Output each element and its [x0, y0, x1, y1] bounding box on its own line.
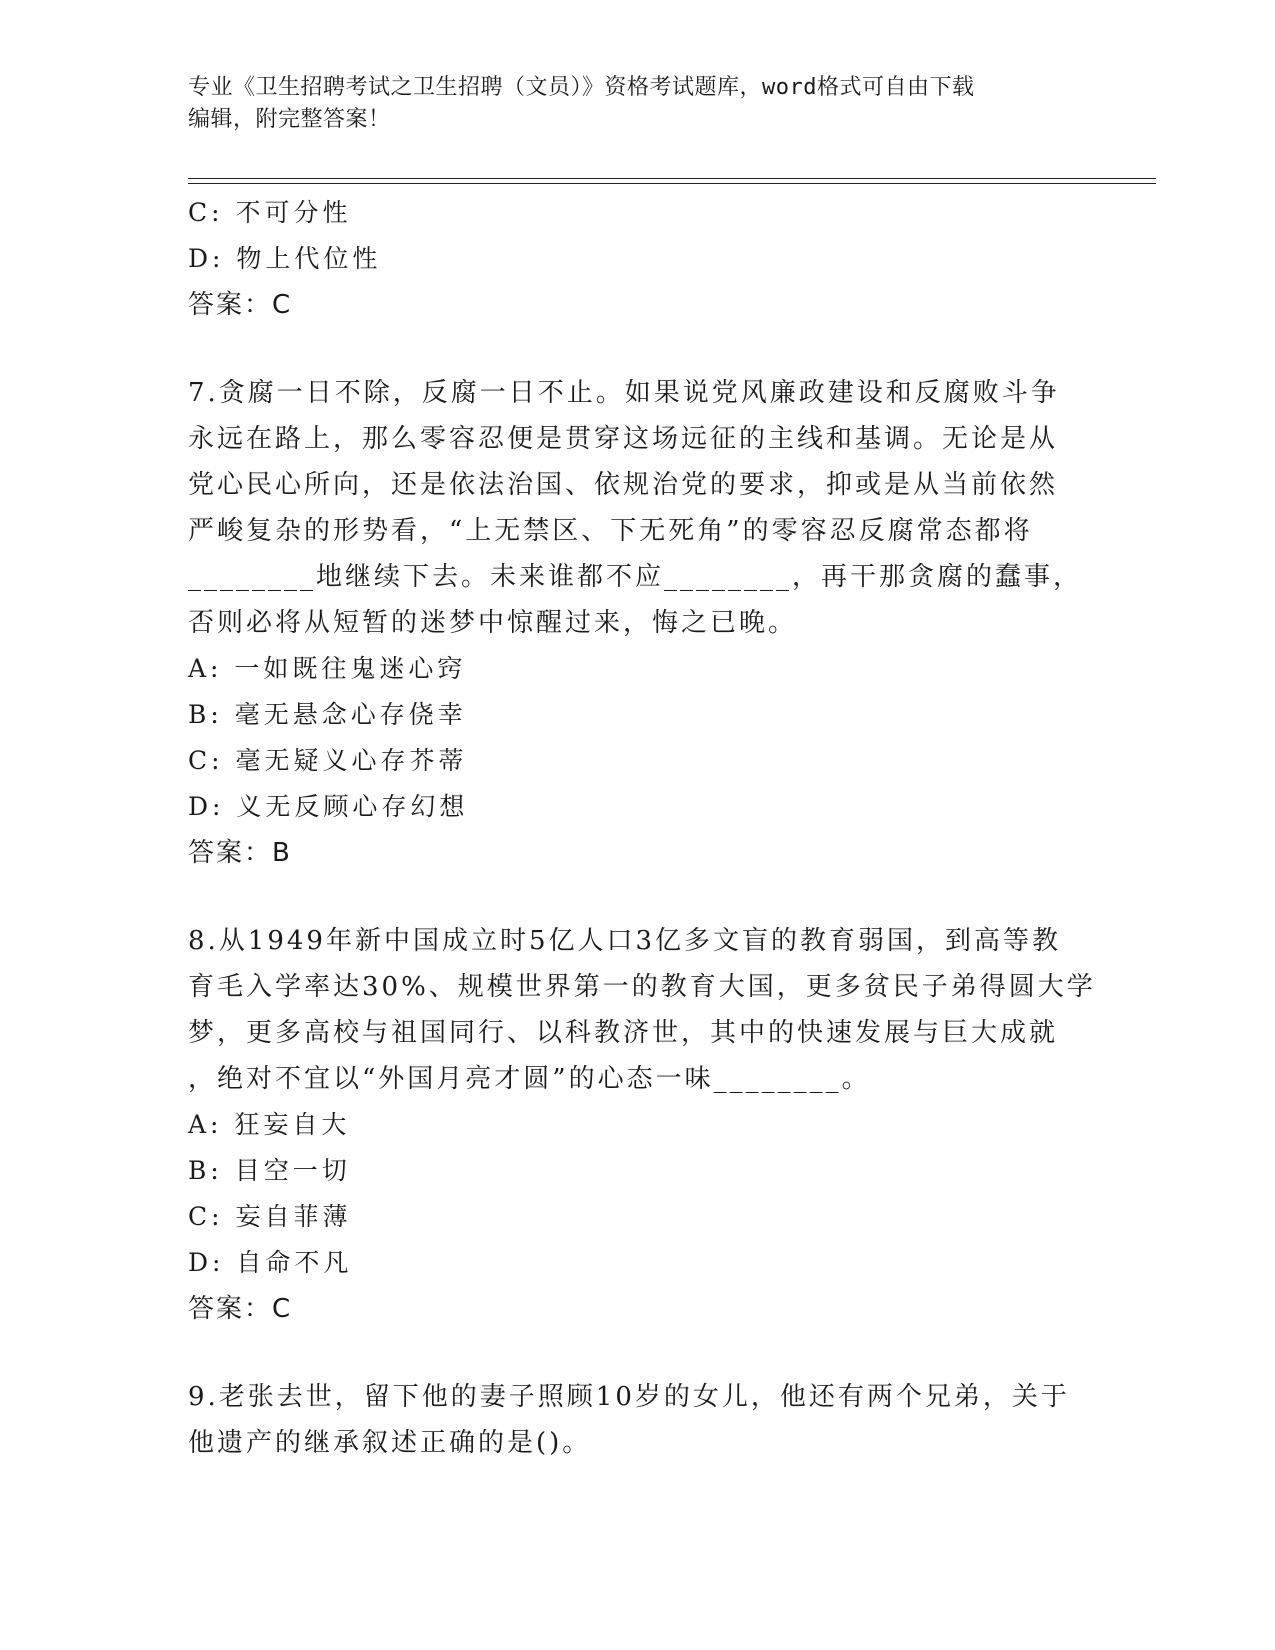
- question-text-line: 7.贪腐一日不除，反腐一日不止。如果说党风廉政建设和反腐败斗争: [188, 378, 1060, 408]
- question-9: [188, 1374, 1088, 1466]
- question-text-line: 梦，更多高校与祖国同行、以科教济世，其中的快速发展与巨大成就: [188, 1018, 1059, 1048]
- question-text-line: 8.从1949年新中国成立时5亿人口3亿多文盲的教育弱国，到高等教: [188, 926, 1062, 956]
- option-a: A: 一如既往鬼迷心窍: [188, 654, 467, 683]
- question-text-line: ________地继续下去。未来谁都不应________，再干那贪腐的蠢事，: [188, 562, 1083, 592]
- option-b: B: 毫无悬念心存侥幸: [188, 700, 467, 729]
- question-text-line: 党心民心所向，还是依法治国、依规治党的要求，抑或是从当前依然: [188, 470, 1059, 500]
- option-a: A: 狂妄自大: [188, 1110, 351, 1139]
- header-divider-top: [188, 178, 1156, 179]
- question-text-line: 育毛入学率达30%、规模世界第一的教育大国，更多贫民子弟得圆大学: [188, 972, 1096, 1002]
- option-c: C: 妄自菲薄: [188, 1202, 352, 1231]
- document-body: [188, 190, 1096, 1466]
- answer-line: 答案：C: [188, 1294, 293, 1324]
- question-text-line: ，绝对不宜以“外国月亮才圆”的心态一味________。: [188, 1064, 871, 1094]
- option-d: D: 自命不凡: [188, 1248, 353, 1277]
- spacer: [188, 328, 1088, 370]
- document-header: [188, 72, 1068, 136]
- option-d: D: 物上代位性: [188, 244, 382, 273]
- answer-line: 答案：B: [188, 838, 292, 868]
- question-text-line: 永远在路上，那么零容忍便是贯穿这场远征的主线和基调。无论是从: [188, 424, 1059, 454]
- option-c: C: 不可分性: [188, 198, 352, 227]
- spacer: [188, 876, 1088, 918]
- question-text-line: 严峻复杂的形势看，“上无禁区、下无死角”的零容忍反腐常态都将: [188, 516, 1033, 546]
- question-text-line: 否则必将从短暂的迷梦中惊醒过来，悔之已晚。: [188, 608, 798, 638]
- option-d: D: 义无反顾心存幻想: [188, 792, 469, 821]
- answer-line: 答案：C: [188, 290, 293, 320]
- question-7: [188, 370, 1088, 876]
- header-line-1: 专业《卫生招聘考试之卫生招聘（文员）》资格考试题库，word格式可自由下载: [188, 75, 975, 100]
- question-text-line: 他遗产的继承叙述正确的是()。: [188, 1428, 592, 1458]
- header-divider-bottom: [188, 183, 1156, 184]
- header-line-2: 编辑，附完整答案！: [188, 107, 391, 132]
- question-text-line: 9.老张去世，留下他的妻子照顾10岁的女儿，他还有两个兄弟，关于: [188, 1382, 1070, 1412]
- option-c: C: 毫无疑义心存芥蒂: [188, 746, 468, 775]
- option-b: B: 目空一切: [188, 1156, 351, 1185]
- question-8: [188, 918, 1096, 1332]
- spacer: [188, 1332, 1088, 1374]
- prev-question-tail: [188, 190, 1088, 328]
